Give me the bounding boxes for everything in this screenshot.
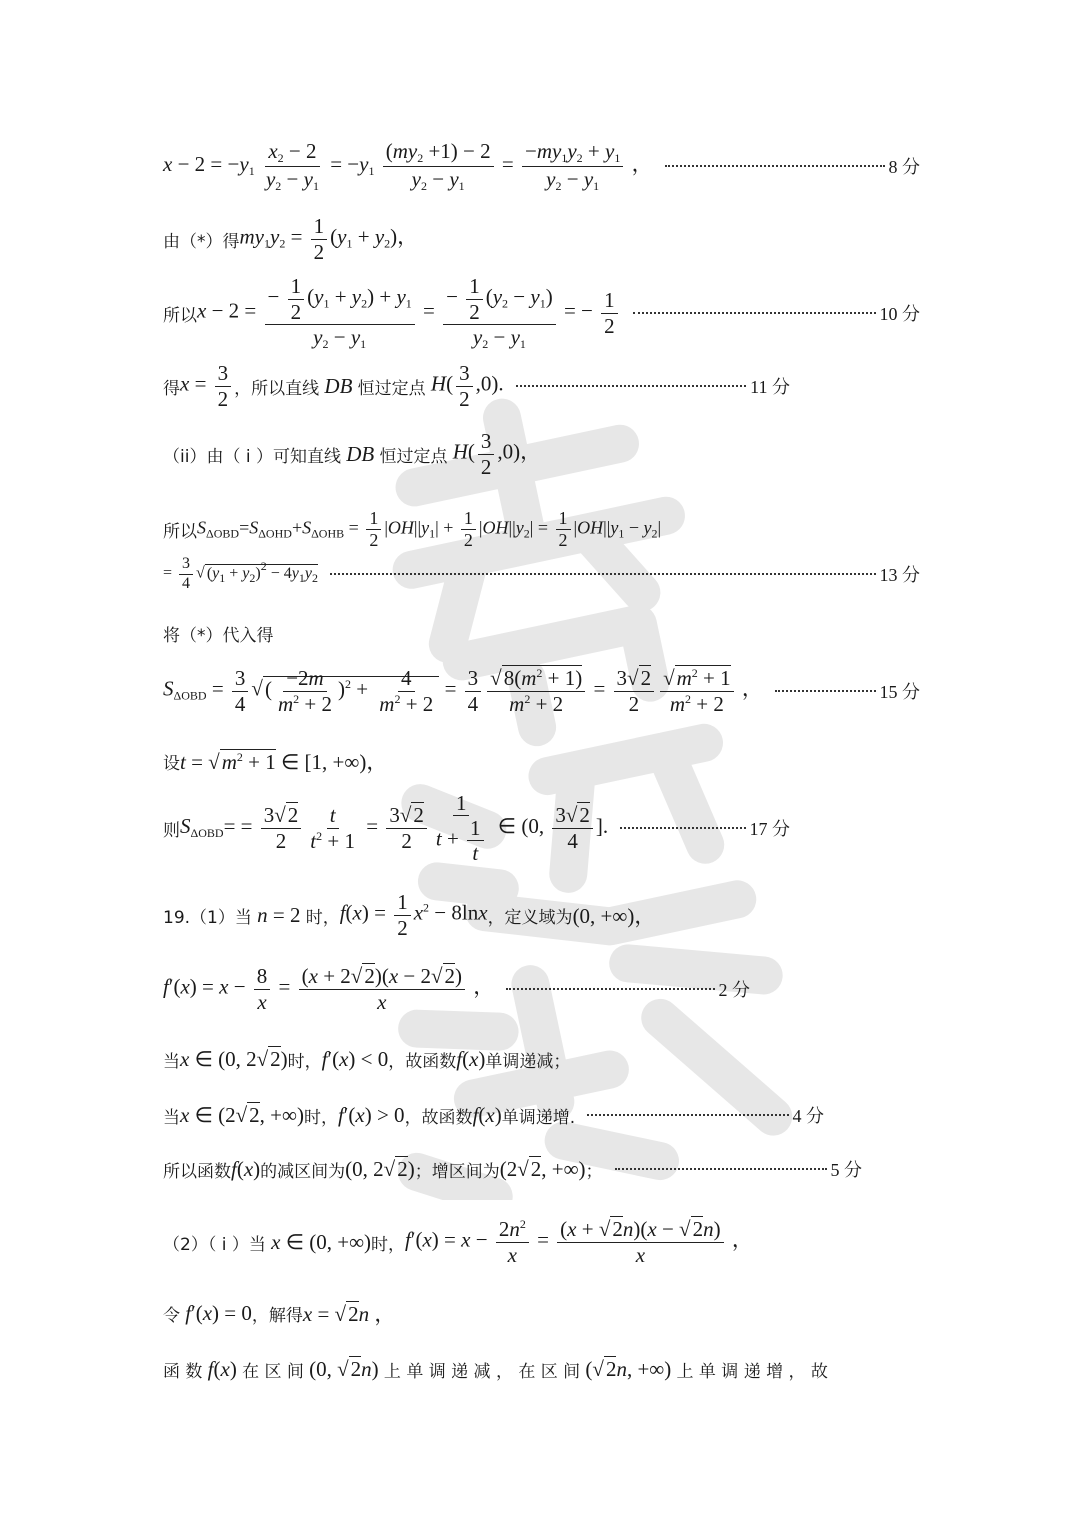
leader-dots (633, 312, 876, 314)
line-text: 时， (305, 907, 340, 928)
line-prefix: 得 (163, 378, 180, 399)
line-text: ，定义域为 (487, 907, 573, 928)
leader-dots (506, 988, 714, 990)
equation-line-10 (163, 744, 920, 778)
leader-dots (615, 1168, 827, 1170)
text-line-14 (163, 1042, 920, 1076)
domain-interval: (0, +∞)， (572, 904, 656, 928)
leader-dots (330, 573, 876, 575)
line-prefix: 由（*）得 (163, 231, 240, 252)
score-mark: 2 分 (718, 980, 750, 1000)
derivative-positive: f′(x) > 0 (337, 1102, 405, 1127)
point-h: H( $\frac{3}{2}$ ,0)， (452, 429, 542, 479)
derivative-negative: f′(x) < 0 (321, 1046, 389, 1071)
equation-line-12 (163, 892, 920, 938)
line-text: 上 单 调 递 减 ， 在 区 间 (383, 1361, 581, 1382)
line-prefix: 所以 (163, 521, 197, 542)
line-db: DB (346, 441, 375, 466)
equation-n-eq-2: n = 2 (257, 902, 306, 927)
equation-t-def: $t = √m^2 + 1$ ∈ [1, +∞)， (180, 750, 388, 774)
score-mark: 13 分 (879, 565, 920, 585)
line-text: 当 (163, 1107, 180, 1128)
leader-dots (516, 385, 747, 387)
line-prefix: 19.（1）当 (163, 907, 252, 928)
equation-area-sum: $S_{\Delta OBD}=S_{\Delta OHD}+S_{\Delta OHB}$ = $\frac{1}{2}$ $|OH||y_1|$ + $\frac{1}{2}$ $|OH||y_2|$ = $\frac{1}{2}$ $|OH||y_1 - y_2|$ (197, 507, 662, 550)
function-fx: f(x) (231, 1156, 261, 1181)
line-prefix: 所以 (163, 305, 197, 326)
equation-area-t: $S_{\Delta OBD}=$ = $\frac{3√2}{2}$ $\frac{t}{t^2 + 1}$ = $\frac{3√2}{2}$ 1 t + $\frac{1}{t}$ ∈ (0, $\frac{3√2}{4}$ ]. (180, 790, 609, 866)
equation-derivative-n: f′(x) = x − $\frac{2n^2}{x}$ = $\frac{(x + √2n)(x - √2n)}{x}$ ， (405, 1217, 753, 1267)
line-prefix: 则 (163, 820, 180, 841)
line-text: 单调递减； (485, 1051, 571, 1072)
equation-area-sqrt: = $\frac{3}{4}$ √ $(y_1 + y_2)^2 - 4y_1y_2$ (163, 555, 318, 592)
equation-my1y2: $my_1y_2$ = $\frac{1}{2}$ $(y_1 + y_2)$， (239, 214, 419, 264)
score-mark: 5 分 (830, 1160, 862, 1180)
text-line-19 (163, 1352, 920, 1386)
equation-line-17 (163, 1212, 920, 1272)
leader-dots (587, 1114, 788, 1116)
line-text: 时， (303, 1107, 338, 1128)
leader-dots (665, 165, 885, 167)
point-h: H( $\frac{3}{2}$ ,0). (430, 361, 504, 411)
increasing-interval: (2√2, +∞) (499, 1156, 586, 1181)
equation-line-5 (163, 428, 920, 480)
line-text: 当 (163, 1051, 180, 1072)
function-fx: f(x) (472, 1102, 502, 1127)
line-text: 函 数 (163, 1361, 203, 1382)
equation-line-7 (163, 552, 920, 596)
derivative-zero: f′(x) = 0 (185, 1300, 252, 1325)
line-text: ，故函数 (404, 1107, 473, 1128)
line-prefix: 设 (163, 753, 180, 774)
score-mark: 15 分 (879, 682, 920, 702)
decreasing-interval: (0, √2n) (303, 1356, 384, 1381)
equation-x-minus-2-result: x − 2 = − $\frac{1}{2}$ $(y_1 + y_2) + y_1$ $y_2 - y_1$ = − $\frac{1}{2}$ $(y_2 - y_1)$ $y_2 - y_1$ = − $\frac{1}{2}$ (197, 274, 621, 351)
equation-line-13 (163, 958, 750, 1020)
line-text: 在 区 间 (242, 1361, 304, 1382)
function-fx: f(x) (456, 1046, 486, 1071)
line-text: 所以函数 (163, 1161, 231, 1182)
line-text: ；增区间为 (414, 1161, 500, 1182)
interval-expr: x ∈ (0, +∞) (271, 1229, 372, 1254)
line-text: ，所以直线 (234, 378, 320, 399)
leader-dots (620, 827, 745, 829)
line-db: DB (324, 373, 353, 398)
line-text: ，故函数 (388, 1051, 457, 1072)
score-mark: 8 分 (888, 157, 920, 177)
text-line-18 (163, 1296, 920, 1330)
line-text: ； (585, 1161, 603, 1182)
increasing-interval: (√2n, +∞) (580, 1356, 677, 1381)
score-mark: 17 分 (749, 819, 790, 839)
score-mark: 10 分 (879, 304, 920, 324)
leader-dots (775, 690, 876, 692)
interval-expr: x ∈ (2√2, +∞) (180, 1102, 304, 1127)
score-mark: 11 分 (750, 377, 790, 397)
line-text: 恒过定点 (357, 378, 426, 399)
equation-area-m: $S_{\Delta OBD}$ = $\frac{3}{4}$ √( $\frac{-2m}{m^2 + 2}$ )$^2$ + $\frac{4}{m^2 + 2}$ = $\frac{3}{4}$ $\frac{√8(m^2 + 1)}{m^2 + 2}$ = $\frac{3√2}{2}$ $\frac{√m^2 + 1}{m^2 + 2}$ ， (163, 666, 763, 716)
line-text: ，解得 (251, 1305, 303, 1326)
equation-derivative: f′(x) = x − $\frac{8}{x}$ = $\frac{(x + 2√2)(x - 2√2)}{x}$ ， (163, 964, 495, 1014)
text-line-16 (163, 1152, 862, 1186)
line-text: 时， (287, 1051, 322, 1072)
line-text: 单调递增. (501, 1107, 576, 1128)
line-prefix: （2）（ i ）当 (163, 1234, 266, 1255)
interval-expr: x ∈ (0, 2√2) (180, 1046, 288, 1071)
text-line-15 (163, 1098, 824, 1132)
function-fx: f(x) (207, 1356, 243, 1381)
equation-line-3 (163, 274, 920, 351)
equation-line-9 (163, 660, 920, 722)
line-prefix: （ii）由（ i ）可知直线 (163, 446, 341, 467)
equation-x-minus-2: $x - 2 = -y_1$ $\frac{x_2 - 2}{y_2 - y_1}$ = $-y_1$ $\frac{(my_2 +1) - 2}{y_2 - y_1}$ = $\frac{-my_1y_2 + y_1}{y_2 - y_1}$ ， (163, 138, 653, 193)
line-text: 将（*）代入得 (163, 625, 274, 646)
equation-line-1 (163, 138, 920, 194)
root-expr: x = √2n ， (302, 1302, 396, 1326)
equation-line-2 (163, 214, 920, 264)
equation-line-11 (163, 790, 790, 866)
line-text: 时， (371, 1234, 406, 1255)
line-text: 令 (163, 1305, 180, 1326)
equation-fx: f(x) = $\frac{1}{2}$ $x^2 - 8\ln x$ (339, 890, 488, 940)
equation-line-4 (163, 360, 790, 412)
score-mark: 4 分 (792, 1106, 824, 1126)
decreasing-interval: (0, 2√2) (345, 1156, 415, 1181)
line-text: 的减区间为 (260, 1161, 346, 1182)
equation-line-6 (163, 504, 920, 554)
line-text: 恒过定点 (379, 446, 448, 467)
text-line-8 (163, 618, 920, 648)
equation-x-value: x = $\frac{3}{2}$ (180, 361, 234, 410)
line-text: 上 单 调 递 增 ， 故 (676, 1361, 828, 1382)
